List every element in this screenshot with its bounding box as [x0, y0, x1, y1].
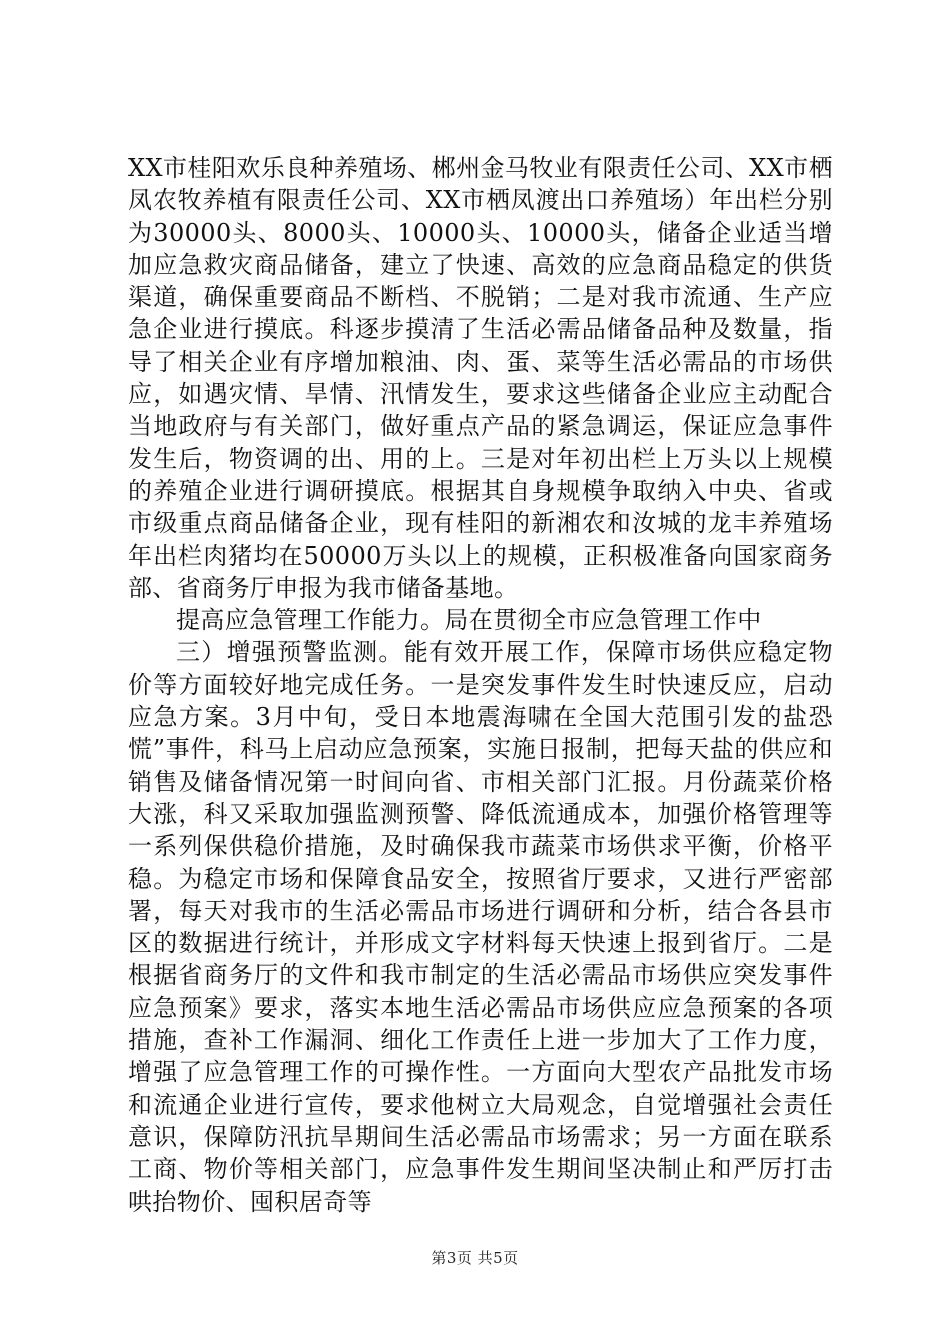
paragraph-early-warning: 三）增强预警监测。能有效开展工作，保障市场供应稳定物价等方面较好地完成任务。一是突发事件发生时快速反应，启动应急方案。3月中旬，受日本地震海啸在全国大范围引发的盐恐慌”事件，科马上启动应急预案，实施日报制，把每天盐的供应和销售及储备情况第一时间向省、市相关部门汇报。月份蔬菜价格大涨，科又采取加强监测预警、降低流通成本，加强价格管理等一系列保供稳价措施，及时确保我市蔬菜市场供求平衡，价格平稳。为稳定市场和保障食品安全，按照省厅要求，又进行严密部署，每天对我市的生活必需品市场进行调研和分析，结合各县市区的数据进行统计，并形成文字材料每天快速上报到省厅。二是根据省商务厅的文件和我市制定的生活必需品市场供应突发事件应急预案》要求，落实本地生活必需品市场供应应急预案的各项措施，查补工作漏洞、细化工作责任上进一步加大了工作力度，增强了应急管理工作的可操作性。一方面向大型农产品批发市场和流通企业进行宣传，要求他树立大局观念，自觉增强社会责任意识，保障防汛抗旱期间生活必需品市场需求；另一方面在联系工商、物价等相关部门，应急事件发生期间坚决制止和严厉打击哄抬物价、囤积居奇等 [128, 638, 833, 1216]
paragraph-emergency-capability: 提高应急管理工作能力。局在贯彻全市应急管理工作中 [176, 606, 762, 635]
paragraph-storage-enterprises: XX市桂阳欢乐良种养殖场、郴州金马牧业有限责任公司、XX市栖凤农牧养植有限责任公司、XX市栖凤渡出口养殖场）年出栏分别为30000头、8000头、10000头、10000头，储备企业适当增加应急救灾商品储备，建立了快速、高效的应急商品稳定的供货渠道，确保重要商品不断档、不脱销；二是对我市流通、生产应急企业进行摸底。科逐步摸清了生活必需品储备品种及数量，指导了相关企业有序增加粮油、肉、蛋、菜等生活必需品的市场供应，如遇灾情、旱情、汛情发生，要求这些储备企业应主动配合当地政府与有关部门，做好重点产品的紧急调运，保证应急事件发生后，物资调的出、用的上。三是对年初出栏上万头以上规模的养殖企业进行调研摸底。根据其自身规模争取纳入中央、省或市级重点商品储备企业，现有桂阳的新湘农和汝城的龙丰养殖场年出栏肉猪均在50000万头以上的规模，正积极准备向国家商务部、省商务厅申报为我市储备基地。 [128, 154, 833, 602]
page-number-footer: 第3页 共5页 [431, 1249, 519, 1267]
document-body [128, 152, 833, 1218]
